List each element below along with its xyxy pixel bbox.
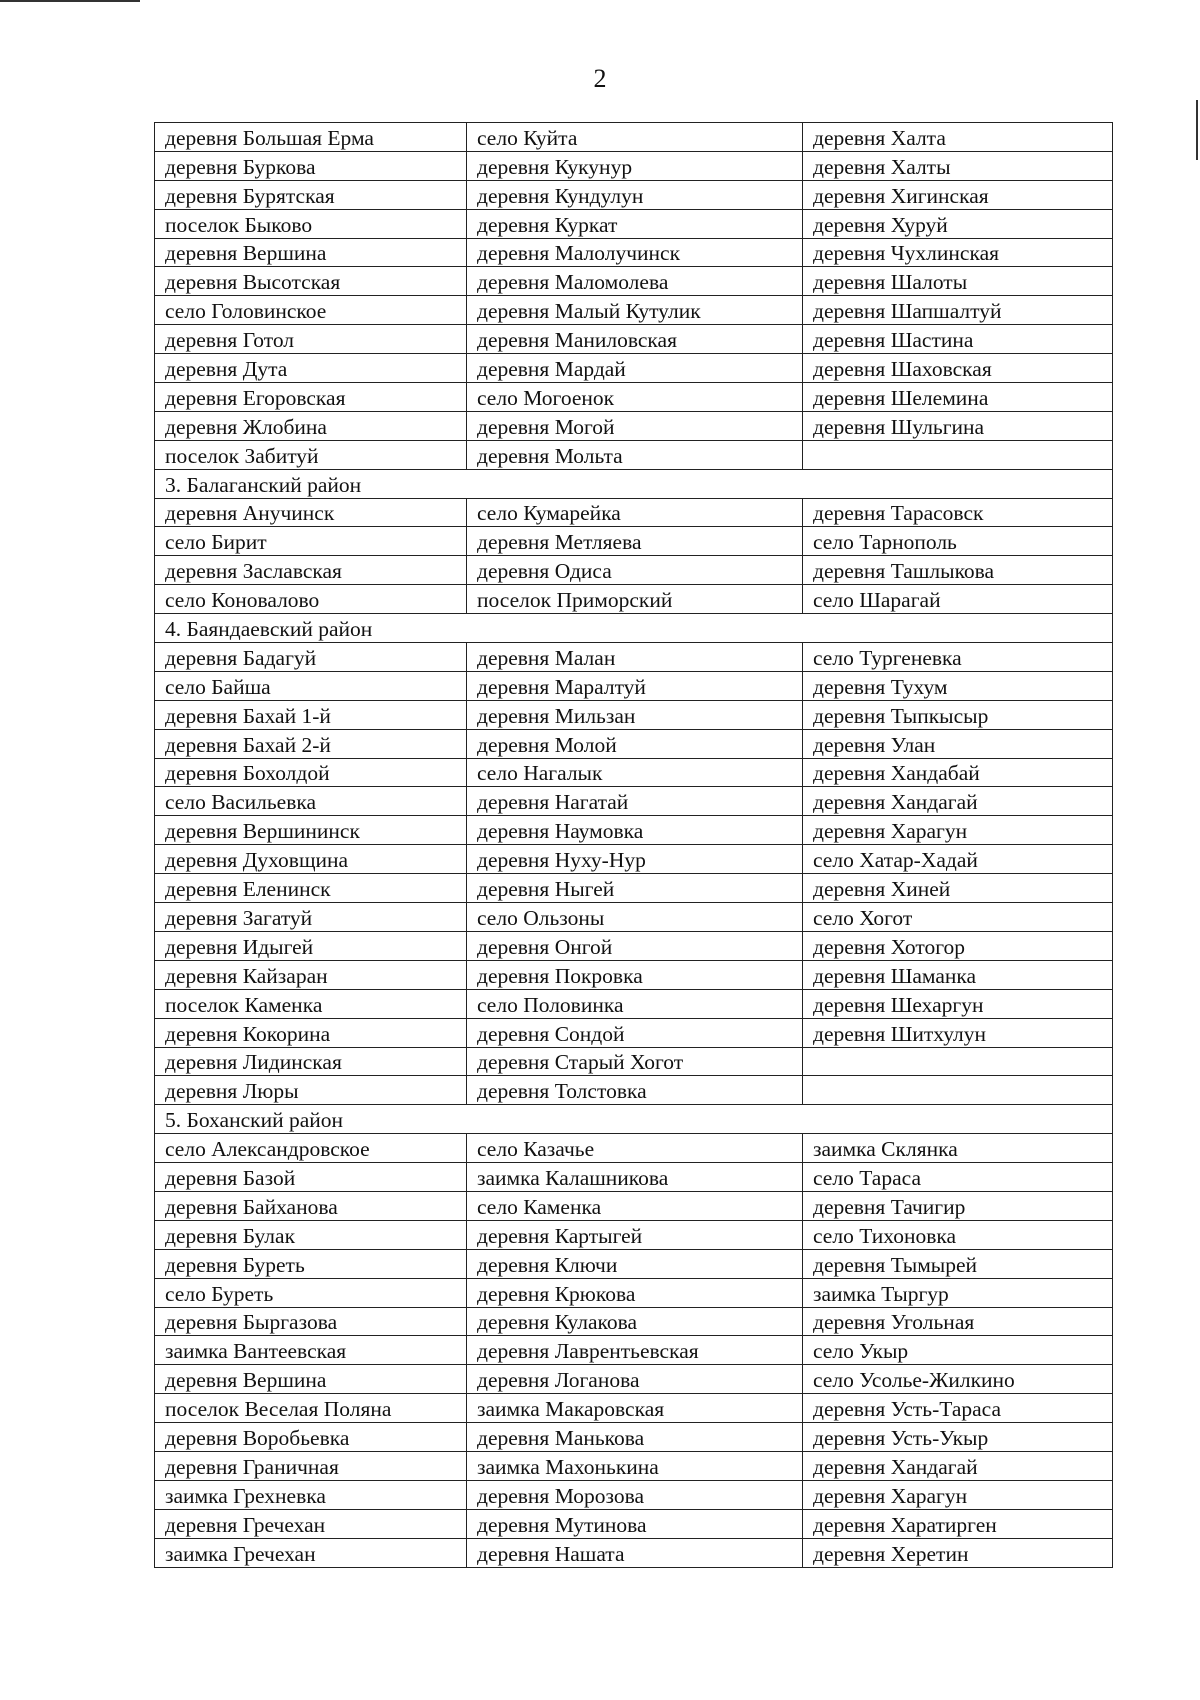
settlement-cell: деревня Шапшалтуй [803, 296, 1113, 325]
settlement-cell: заимка Вантеевская [155, 1336, 467, 1365]
settlement-cell: деревня Молой [467, 729, 803, 758]
settlement-cell: деревня Заславская [155, 556, 467, 585]
settlement-cell: деревня Кукунур [467, 151, 803, 180]
settlement-cell: заимка Гречехан [155, 1538, 467, 1567]
settlement-cell: деревня Хандагай [803, 787, 1113, 816]
table-row [155, 1336, 1113, 1365]
settlement-cell: деревня Буркова [155, 151, 467, 180]
settlement-cell: деревня Покровка [467, 960, 803, 989]
settlement-cell: деревня Харатирген [803, 1509, 1113, 1538]
district-heading-row [155, 469, 1113, 498]
settlement-cell: деревня Люры [155, 1076, 467, 1105]
settlement-cell: село Усолье-Жилкино [803, 1365, 1113, 1394]
settlement-cell: поселок Каменка [155, 989, 467, 1018]
settlement-cell: деревня Хотогор [803, 931, 1113, 960]
table-row [155, 267, 1113, 296]
settlement-cell: деревня Морозова [467, 1480, 803, 1509]
settlement-cell: деревня Крюкова [467, 1278, 803, 1307]
table-row [155, 1365, 1113, 1394]
settlement-cell: деревня Наумовка [467, 816, 803, 845]
settlement-cell: село Шарагай [803, 585, 1113, 614]
settlement-cell: деревня Хиней [803, 874, 1113, 903]
settlement-cell: деревня Усть-Тараса [803, 1394, 1113, 1423]
settlement-cell: деревня Высотская [155, 267, 467, 296]
settlement-cell: деревня Усть-Укыр [803, 1423, 1113, 1452]
settlement-cell: село Могоенок [467, 383, 803, 412]
settlement-cell: село Тараса [803, 1163, 1113, 1192]
table-row [155, 296, 1113, 325]
table-row [155, 354, 1113, 383]
settlement-cell: деревня Кайзаран [155, 960, 467, 989]
settlement-cell: деревня Херетин [803, 1538, 1113, 1567]
district-heading-row [155, 614, 1113, 643]
settlement-cell: деревня Маломолева [467, 267, 803, 296]
district-heading-row [155, 1105, 1113, 1134]
settlement-cell [803, 1076, 1113, 1105]
table-row [155, 1538, 1113, 1567]
settlement-cell: село Нагалык [467, 758, 803, 787]
settlement-cell: деревня Толстовка [467, 1076, 803, 1105]
settlement-cell: деревня Хандагай [803, 1451, 1113, 1480]
table-row [155, 411, 1113, 440]
settlement-cell: село Половинка [467, 989, 803, 1018]
table-row [155, 238, 1113, 267]
table-row [155, 1394, 1113, 1423]
settlement-cell: деревня Кокорина [155, 1018, 467, 1047]
table-row [155, 758, 1113, 787]
page-number: 2 [593, 64, 607, 93]
settlement-cell: деревня Буреть [155, 1249, 467, 1278]
settlement-cell: деревня Шехаргун [803, 989, 1113, 1018]
table-row [155, 1278, 1113, 1307]
settlement-cell: деревня Нагатай [467, 787, 803, 816]
table-row [155, 989, 1113, 1018]
settlements-table [154, 122, 1113, 1568]
table-row [155, 643, 1113, 672]
settlement-cell: деревня Метляева [467, 527, 803, 556]
table-row [155, 1163, 1113, 1192]
table-row [155, 585, 1113, 614]
settlement-cell [803, 440, 1113, 469]
table-row [155, 556, 1113, 585]
settlement-cell: деревня Граничная [155, 1451, 467, 1480]
settlement-cell: деревня Кундулун [467, 180, 803, 209]
settlement-cell: село Байша [155, 671, 467, 700]
settlement-cell: деревня Улан [803, 729, 1113, 758]
settlement-cell: поселок Быково [155, 209, 467, 238]
settlement-cell: деревня Мильзан [467, 700, 803, 729]
settlement-cell: поселок Веселая Поляна [155, 1394, 467, 1423]
settlement-cell: деревня Вершина [155, 238, 467, 267]
table-row [155, 1134, 1113, 1163]
table-row [155, 1480, 1113, 1509]
table-row [155, 1307, 1113, 1336]
settlement-cell: деревня Хуруй [803, 209, 1113, 238]
settlement-cell: село Тургеневка [803, 643, 1113, 672]
settlement-cell: заимка Макаровская [467, 1394, 803, 1423]
settlement-cell: деревня Ныгей [467, 874, 803, 903]
table-row [155, 874, 1113, 903]
settlement-cell: поселок Приморский [467, 585, 803, 614]
settlement-cell: деревня Шастина [803, 325, 1113, 354]
settlement-cell: село Укыр [803, 1336, 1113, 1365]
settlement-cell: деревня Чухлинская [803, 238, 1113, 267]
settlement-cell: село Васильевка [155, 787, 467, 816]
settlement-cell: деревня Анучинск [155, 498, 467, 527]
settlement-cell: деревня Тухум [803, 671, 1113, 700]
settlement-cell: деревня Идыгей [155, 931, 467, 960]
settlement-cell: деревня Егоровская [155, 383, 467, 412]
settlement-cell: село Куйта [467, 123, 803, 152]
settlement-cell: поселок Забитуй [155, 440, 467, 469]
settlement-cell: деревня Булак [155, 1220, 467, 1249]
settlement-cell: деревня Нуху-Нур [467, 845, 803, 874]
settlement-cell: деревня Шитхулун [803, 1018, 1113, 1047]
table-row [155, 1076, 1113, 1105]
table-row [155, 1249, 1113, 1278]
settlement-cell: заимка Склянка [803, 1134, 1113, 1163]
settlement-cell: деревня Быргазова [155, 1307, 467, 1336]
settlement-cell: деревня Онгой [467, 931, 803, 960]
settlement-cell: деревня Вершина [155, 1365, 467, 1394]
settlement-cell: деревня Тымырей [803, 1249, 1113, 1278]
table-row [155, 816, 1113, 845]
scan-mark-right [1196, 100, 1198, 160]
settlement-cell: деревня Вершининск [155, 816, 467, 845]
settlement-cell: заимка Калашникова [467, 1163, 803, 1192]
settlement-cell: заимка Грехневка [155, 1480, 467, 1509]
scan-mark-top [0, 0, 140, 2]
table-row [155, 700, 1113, 729]
settlement-cell: село Бирит [155, 527, 467, 556]
table-body [155, 123, 1113, 1568]
table-row [155, 440, 1113, 469]
settlement-cell: деревня Готол [155, 325, 467, 354]
settlement-cell: село Хатар-Хадай [803, 845, 1113, 874]
settlement-cell: деревня Бахай 1-й [155, 700, 467, 729]
settlement-cell: деревня Базой [155, 1163, 467, 1192]
settlement-cell: деревня Могой [467, 411, 803, 440]
settlement-cell: деревня Тарасовск [803, 498, 1113, 527]
settlement-cell [803, 1047, 1113, 1076]
settlement-cell: деревня Маралтуй [467, 671, 803, 700]
settlement-cell: деревня Еленинск [155, 874, 467, 903]
table-row [155, 931, 1113, 960]
table-row [155, 671, 1113, 700]
table-row [155, 1509, 1113, 1538]
settlement-cell: деревня Манькова [467, 1423, 803, 1452]
settlement-cell: деревня Сондой [467, 1018, 803, 1047]
settlement-cell: деревня Одиса [467, 556, 803, 585]
settlement-cell: заимка Махонькина [467, 1451, 803, 1480]
settlement-cell: деревня Хигинская [803, 180, 1113, 209]
settlement-cell: деревня Лаврентьевская [467, 1336, 803, 1365]
settlement-cell: деревня Харагун [803, 1480, 1113, 1509]
table-row [155, 1220, 1113, 1249]
table-row [155, 845, 1113, 874]
settlement-cell: деревня Куркат [467, 209, 803, 238]
settlement-cell: село Буреть [155, 1278, 467, 1307]
settlement-cell: село Каменка [467, 1191, 803, 1220]
settlement-cell: деревня Маниловская [467, 325, 803, 354]
settlement-cell: деревня Кулакова [467, 1307, 803, 1336]
settlement-cell: деревня Гречехан [155, 1509, 467, 1538]
table-row [155, 960, 1113, 989]
settlement-cell: деревня Дута [155, 354, 467, 383]
settlement-cell: деревня Тачигир [803, 1191, 1113, 1220]
table-row [155, 325, 1113, 354]
settlement-cell: деревня Угольная [803, 1307, 1113, 1336]
settlement-cell: деревня Воробьевка [155, 1423, 467, 1452]
settlement-cell: село Александровское [155, 1134, 467, 1163]
table-row [155, 498, 1113, 527]
table-row [155, 151, 1113, 180]
settlement-cell: деревня Шаманка [803, 960, 1113, 989]
table-row [155, 527, 1113, 556]
settlement-cell: деревня Тыпкысыр [803, 700, 1113, 729]
settlement-cell: село Казачье [467, 1134, 803, 1163]
settlement-cell: деревня Малый Кутулик [467, 296, 803, 325]
settlement-cell: село Кумарейка [467, 498, 803, 527]
table-row [155, 383, 1113, 412]
settlement-cell: деревня Бохолдой [155, 758, 467, 787]
settlement-cell: деревня Логанова [467, 1365, 803, 1394]
settlement-cell: деревня Малолучинск [467, 238, 803, 267]
settlement-cell: деревня Старый Хогот [467, 1047, 803, 1076]
settlement-cell: деревня Ключи [467, 1249, 803, 1278]
settlement-cell: деревня Жлобина [155, 411, 467, 440]
settlement-cell: село Коновалово [155, 585, 467, 614]
settlement-cell: деревня Мутинова [467, 1509, 803, 1538]
settlement-cell: заимка Тыргур [803, 1278, 1113, 1307]
settlement-cell: деревня Бадагуй [155, 643, 467, 672]
settlement-cell: деревня Халты [803, 151, 1113, 180]
settlement-cell: деревня Малан [467, 643, 803, 672]
table-row [155, 1047, 1113, 1076]
settlement-cell: село Тарнополь [803, 527, 1113, 556]
table-row [155, 1018, 1113, 1047]
settlement-cell: деревня Картыгей [467, 1220, 803, 1249]
settlement-cell: деревня Ташлыкова [803, 556, 1113, 585]
settlement-cell: деревня Лидинская [155, 1047, 467, 1076]
settlement-cell: село Ользоны [467, 903, 803, 932]
table-row [155, 123, 1113, 152]
settlement-cell: деревня Загатуй [155, 903, 467, 932]
table-row [155, 1191, 1113, 1220]
district-heading: 5. Боханский район [155, 1105, 1113, 1134]
settlement-cell: деревня Бурятская [155, 180, 467, 209]
table-row [155, 787, 1113, 816]
settlement-cell: деревня Нашата [467, 1538, 803, 1567]
settlement-cell: деревня Шульгина [803, 411, 1113, 440]
settlement-cell: деревня Духовщина [155, 845, 467, 874]
table-row [155, 729, 1113, 758]
settlement-cell: деревня Хандабай [803, 758, 1113, 787]
settlement-cell: деревня Шелемина [803, 383, 1113, 412]
table-row [155, 209, 1113, 238]
district-heading: 4. Баяндаевский район [155, 614, 1113, 643]
table-row [155, 1423, 1113, 1452]
table-row [155, 180, 1113, 209]
settlement-cell: село Тихоновка [803, 1220, 1113, 1249]
district-heading: 3. Балаганский район [155, 469, 1113, 498]
settlement-cell: село Головинское [155, 296, 467, 325]
settlement-cell: деревня Бахай 2-й [155, 729, 467, 758]
table-row [155, 903, 1113, 932]
settlement-cell: деревня Мардай [467, 354, 803, 383]
settlement-cell: село Хогот [803, 903, 1113, 932]
settlement-cell: деревня Шалоты [803, 267, 1113, 296]
settlement-cell: деревня Шаховская [803, 354, 1113, 383]
settlement-cell: деревня Мольта [467, 440, 803, 469]
settlement-cell: деревня Байханова [155, 1191, 467, 1220]
settlement-cell: деревня Харагун [803, 816, 1113, 845]
settlement-cell: деревня Большая Ерма [155, 123, 467, 152]
settlement-cell: деревня Халта [803, 123, 1113, 152]
table-row [155, 1451, 1113, 1480]
